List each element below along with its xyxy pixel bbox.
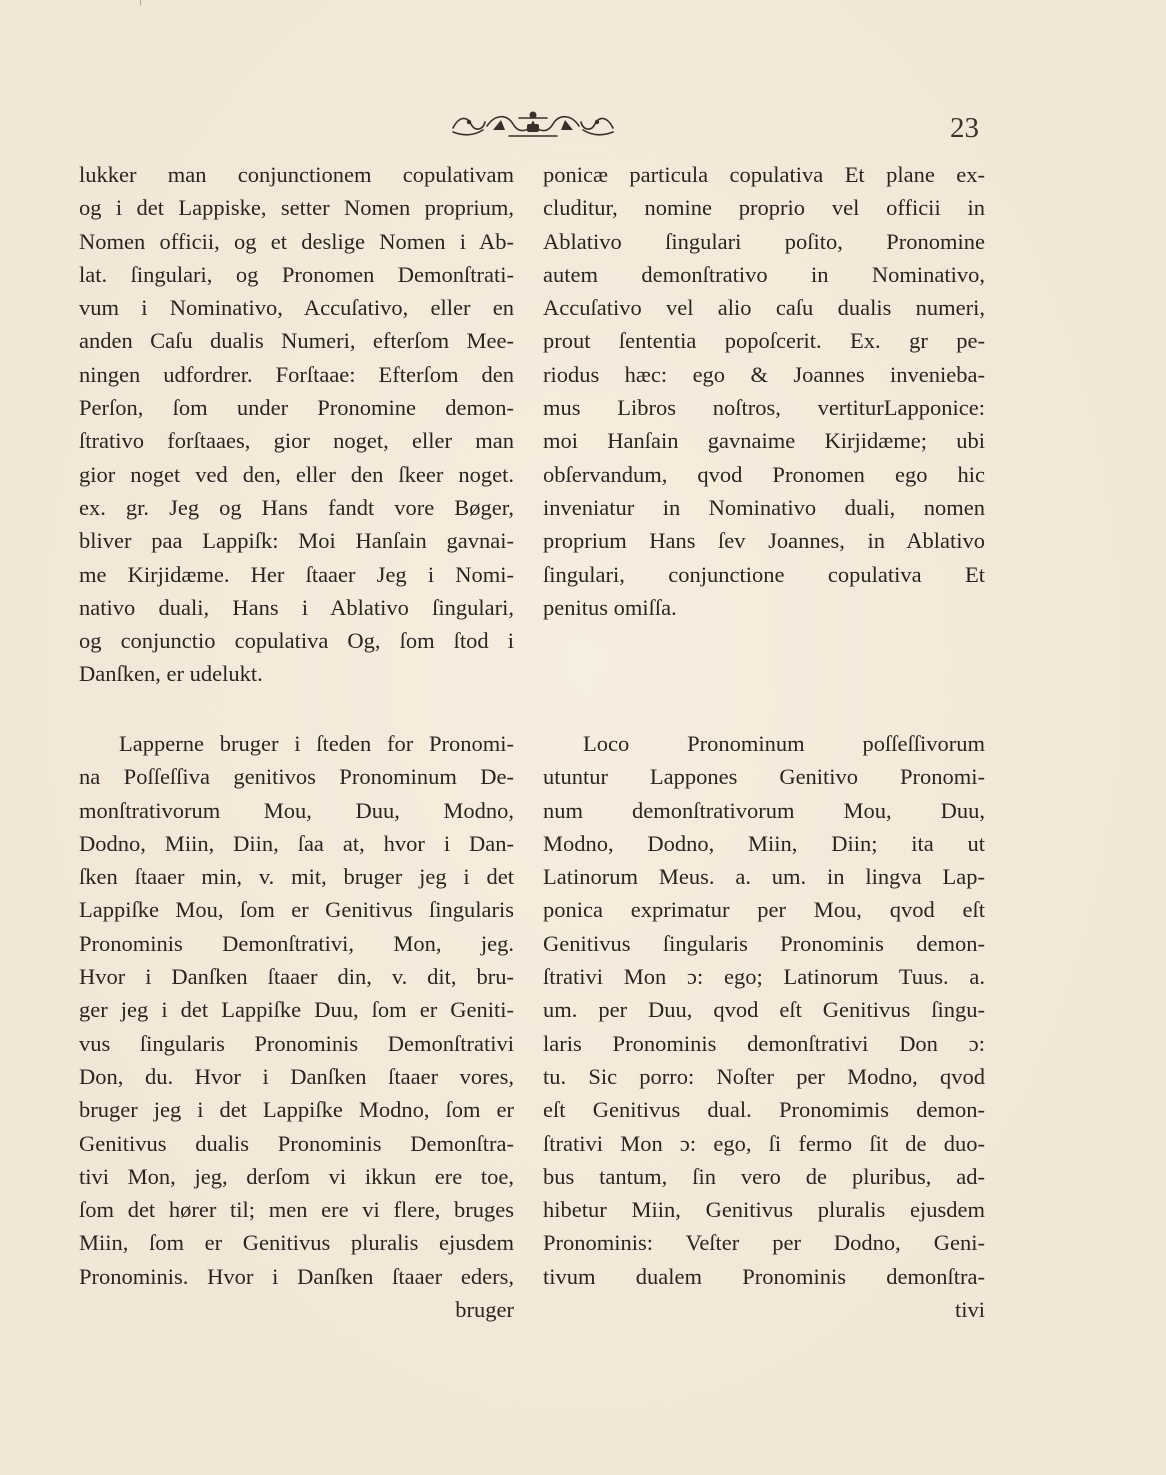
text-line: monſtrativorum Mou, Duu, Modno,: [79, 797, 514, 823]
text-line: nativo duali, Hans i Ablativo ſingulari,: [79, 594, 514, 620]
text-line: Perſon, ſom under Pronomine demon-: [79, 395, 514, 421]
text-line: ponicæ particula copulativa Et plane ex-: [543, 162, 985, 187]
text-line: Genitivus dualis Pronominis Demonſtra-: [79, 1130, 514, 1156]
catchword: tivi: [954, 1297, 985, 1323]
latin-paragraph-2: [543, 727, 985, 1326]
text-line: ſingulari, conjunctione copulativa Et: [543, 561, 985, 587]
text-line: laris Pronominis demonſtrativi Don ɔ:: [543, 1030, 985, 1056]
text-line: Hvor i Danſken ſtaaer din, v. dit, bru-: [79, 964, 514, 990]
text-line: Pronominis: Veſter per Dodno, Geni-: [543, 1230, 985, 1256]
text-line: lukker man conjunctionem copulativam: [79, 162, 514, 187]
text-line: Genitivus ſingularis Pronominis demon-: [543, 930, 985, 956]
text-line: penitus omiſſa.: [543, 594, 677, 620]
text-line: tu. Sic porro: Noſter per Modno, qvod: [543, 1063, 985, 1089]
page-edge-mark: [140, 0, 141, 6]
text-line: obſervandum, qvod Pronomen ego hic: [543, 461, 985, 487]
danish-paragraph-2: [79, 727, 514, 1326]
text-line: Lappiſke Mou, ſom er Genitivus ſingularis: [79, 897, 514, 923]
text-line: na Poſſeſſiva genitivos Pronominum De-: [79, 764, 514, 790]
text-line: bus tantum, ſin vero de pluribus, ad-: [543, 1163, 985, 1189]
text-line: Modno, Dodno, Miin, Diin; ita ut: [543, 830, 985, 856]
text-line: anden Caſu dualis Numeri, efterſom Mee-: [79, 328, 514, 354]
page-number: 23: [950, 112, 979, 144]
text-line: prout ſententia popoſcerit. Ex. gr pe-: [543, 328, 985, 354]
text-line: vus ſingularis Pronominis Demonſtrativi: [79, 1030, 514, 1056]
text-line: ſom det hører til; men ere vi flere, bruges: [79, 1197, 514, 1223]
text-line: ger jeg i det Lappiſke Duu, ſom er Geniti-: [79, 997, 514, 1023]
text-line: Ablativo ſingulari poſito, Pronomine: [543, 228, 985, 254]
text-line: ſtrativi Mon ɔ: ego, ſi fermo ſit de duo-: [543, 1130, 985, 1156]
text-line: ningen udfordrer. Forſtaae: Efterſom den: [79, 361, 514, 387]
text-line: mus Libros noſtros, vertiturLapponice:: [543, 395, 985, 421]
text-line: gior noget ved den, eller den ſkeer noget.: [79, 461, 514, 487]
text-line: um. per Duu, qvod eſt Genitivus ſingu-: [543, 997, 985, 1023]
text-line: bruger jeg i det Lappiſke Modno, ſom er: [79, 1097, 514, 1123]
text-line: inveniatur in Nominativo duali, nomen: [543, 494, 985, 520]
text-line: Latinorum Meus. a. um. in lingva Lap-: [543, 864, 985, 890]
text-line: riodus hæc: ego & Joannes invenieba-: [543, 361, 985, 387]
text-line: Miin, ſom er Genitivus pluralis ejusdem: [79, 1230, 514, 1256]
text-line: lat. ſingulari, og Pronomen Demonſtrati-: [79, 261, 514, 287]
text-line: num demonſtrativorum Mou, Duu,: [543, 797, 985, 823]
text-line: ex. gr. Jeg og Hans fandt vore Bøger,: [79, 494, 514, 520]
text-line: Pronominis Demonſtrativi, Mon, jeg.: [79, 930, 514, 956]
text-line: vum i Nominativo, Accuſativo, eller en: [79, 295, 514, 321]
text-line: moi Hanſain gavnaime Kirjidæme; ubi: [543, 428, 985, 454]
text-line: me Kirjidæme. Her ſtaaer Jeg i Nomi-: [79, 561, 514, 587]
text-line: ſken ſtaaer min, v. mit, bruger jeg i det: [79, 864, 514, 890]
text-line: Dodno, Miin, Diin, ſaa at, hvor i Dan-: [79, 830, 514, 856]
text-line: Pronominis. Hvor i Danſken ſtaaer eders,: [79, 1263, 514, 1289]
text-line: tivi Mon, jeg, derſom vi ikkun ere toe,: [79, 1163, 514, 1189]
text-line: og i det Lappiske, setter Nomen proprium,: [79, 195, 514, 221]
latin-paragraph-1: [543, 158, 985, 624]
text-line: tivum dualem Pronominis demonſtra-: [543, 1263, 985, 1289]
text-line: Don, du. Hvor i Danſken ſtaaer vores,: [79, 1063, 514, 1089]
text-line: eſt Genitivus dual. Pronomimis demon-: [543, 1097, 985, 1123]
text-line: Danſken, er udelukt.: [79, 661, 263, 687]
catchword: bruger: [455, 1297, 514, 1323]
text-line: cluditur, nomine proprio vel officii in: [543, 195, 985, 221]
text-line: Loco Pronominum poſſeſſivorum: [583, 731, 985, 756]
text-line: Nomen officii, og et deslige Nomen i Ab-: [79, 228, 514, 254]
text-line: ſtrativi Mon ɔ: ego; Latinorum Tuus. a.: [543, 964, 985, 990]
text-line: Accuſativo vel alio caſu dualis numeri,: [543, 295, 985, 321]
text-line: og conjunctio copulativa Og, ſom ſtod i: [79, 628, 514, 654]
text-line: Lapperne bruger i ſteden for Pronomi-: [119, 731, 514, 756]
text-line: ponica exprimatur per Mou, qvod eſt: [543, 897, 985, 923]
text-line: utuntur Lappones Genitivo Pronomi-: [543, 764, 985, 790]
danish-paragraph-1: [79, 158, 514, 691]
text-line: ſtrativo forſtaaes, gior noget, eller man: [79, 428, 514, 454]
text-line: hibetur Miin, Genitivus pluralis ejusdem: [543, 1197, 985, 1223]
text-line: autem demonſtrativo in Nominativo,: [543, 261, 985, 287]
decorative-headpiece-icon: [449, 106, 617, 142]
text-line: proprium Hans ſev Joannes, in Ablativo: [543, 528, 985, 554]
text-line: bliver paa Lappiſk: Moi Hanſain gavnai-: [79, 528, 514, 554]
